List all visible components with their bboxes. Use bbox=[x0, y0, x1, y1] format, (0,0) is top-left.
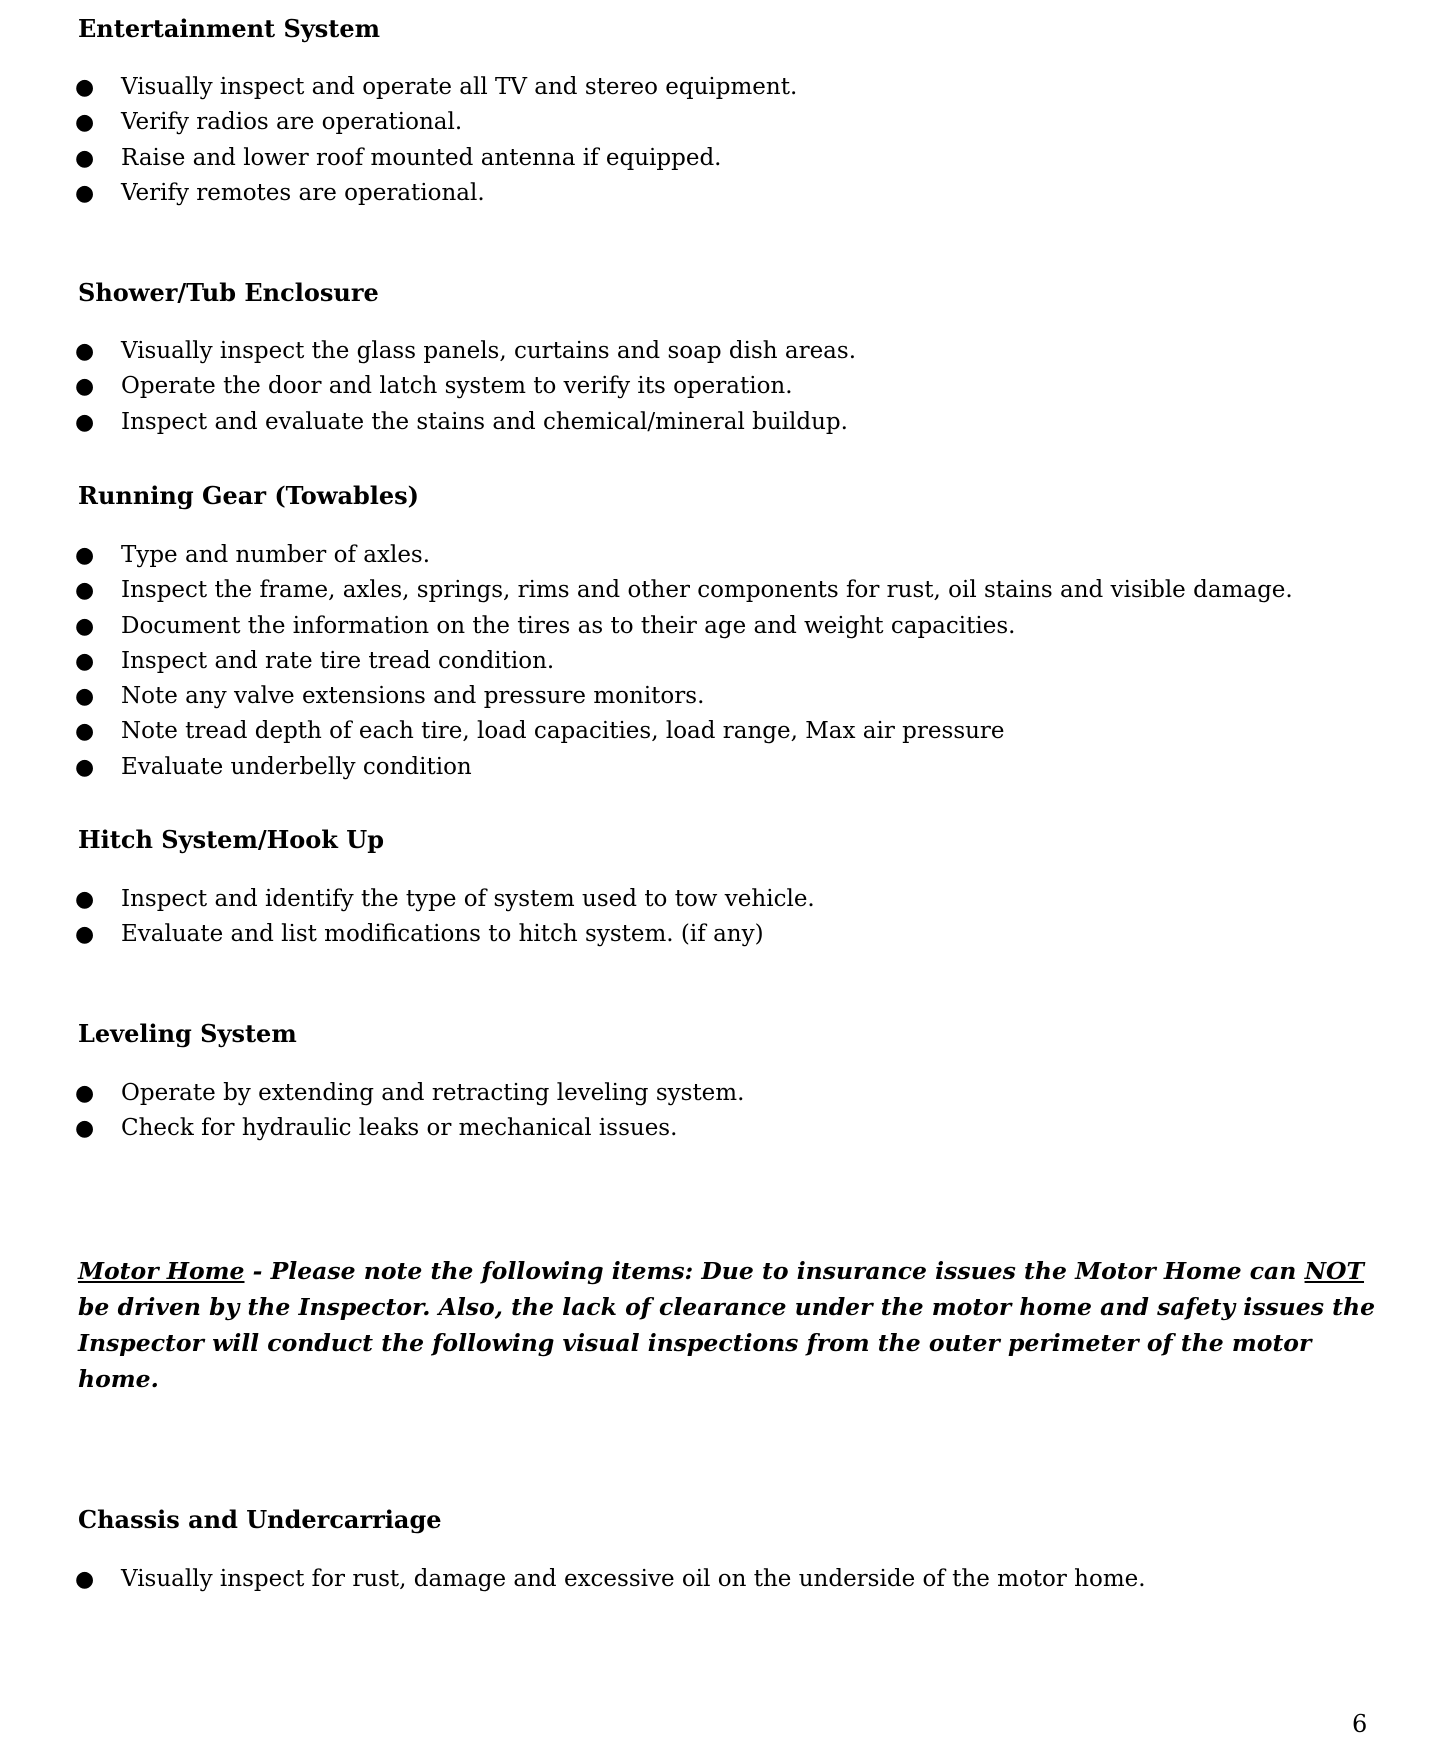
list-item-text: Inspect and evaluate the stains and chemical/mineral buildup. bbox=[121, 408, 848, 435]
list-item-text: Operate by extending and retracting leveling system. bbox=[121, 1080, 745, 1106]
bullet-icon: ● bbox=[75, 409, 95, 435]
list-item-text: Note any valve extensions and pressure monitors. bbox=[121, 683, 705, 710]
list-item-text: Inspect and identify the type of system used to tow vehicle. bbox=[121, 886, 815, 912]
list-item-text: Document the information on the tires as to their age and weight capacities. bbox=[121, 612, 1016, 639]
motor-home-not-emphasis: NOT bbox=[1304, 1257, 1365, 1285]
bullet-icon: ● bbox=[75, 374, 95, 400]
bullet-icon: ● bbox=[75, 578, 95, 604]
bullet-icon: ● bbox=[75, 754, 95, 780]
bullet-icon: ● bbox=[75, 180, 95, 206]
list-item-text: Verify remotes are operational. bbox=[121, 179, 485, 206]
bullet-icon: ● bbox=[75, 887, 95, 912]
list-item-text: Visually inspect for rust, damage and excessive oil on the underside of the motor home. bbox=[121, 1566, 1146, 1592]
list-item-text: Evaluate and list modifications to hitch system. (if any) bbox=[121, 921, 764, 948]
motor-home-label: Motor Home bbox=[78, 1257, 245, 1285]
section-heading-entertainment-system: Entertainment System bbox=[78, 14, 381, 43]
page-number: 6 bbox=[1352, 1710, 1368, 1738]
list-item-text: Inspect and rate tire tread condition. bbox=[121, 647, 555, 674]
bullet-icon: ● bbox=[75, 684, 95, 710]
motor-home-note-text: - Please note the following items: Due to insurance issues the Motor Home can bbox=[244, 1257, 1305, 1285]
section-heading-leveling-system: Leveling System bbox=[78, 1019, 297, 1048]
list-item-text: Visually inspect and operate all TV and stereo equipment. bbox=[121, 74, 798, 100]
bullet-icon: ● bbox=[75, 1081, 95, 1106]
bullet-icon: ● bbox=[75, 543, 95, 568]
list-item-text: Raise and lower roof mounted antenna if equipped. bbox=[121, 144, 722, 171]
bullet-icon: ● bbox=[75, 110, 95, 136]
bullet-icon: ● bbox=[75, 719, 95, 745]
list-item-text: Type and number of axles. bbox=[121, 542, 431, 568]
bullet-icon: ● bbox=[75, 1567, 95, 1592]
list-item-text: Evaluate underbelly condition bbox=[121, 753, 472, 780]
section-heading-chassis-undercarriage: Chassis and Undercarriage bbox=[78, 1505, 442, 1534]
motor-home-note bbox=[78, 1253, 1378, 1397]
bullet-icon: ● bbox=[75, 1116, 95, 1142]
list-item-text: Check for hydraulic leaks or mechanical issues. bbox=[121, 1115, 678, 1142]
list-item-text: Visually inspect the glass panels, curtains and soap dish areas. bbox=[121, 338, 857, 364]
bullet-icon: ● bbox=[75, 922, 95, 948]
bullet-icon: ● bbox=[75, 145, 95, 171]
list-item-text: Operate the door and latch system to verify its operation. bbox=[121, 373, 793, 400]
list-item-text: Note tread depth of each tire, load capacities, load range, Max air pressure bbox=[121, 718, 1005, 745]
bullet-icon: ● bbox=[75, 339, 95, 364]
bullet-icon: ● bbox=[75, 648, 95, 674]
bullet-icon: ● bbox=[75, 75, 95, 100]
section-heading-shower-tub-enclosure: Shower/Tub Enclosure bbox=[78, 278, 379, 307]
list-item-text: Verify radios are operational. bbox=[121, 109, 463, 136]
motor-home-note-text-continued: be driven by the Inspector. Also, the lack of clearance under the motor home and safety issues the Inspector will conduct the following visual inspections from the outer perimeter of the motor home. bbox=[78, 1293, 1376, 1393]
list-item-text: Inspect the frame, axles, springs, rims and other components for rust, oil stains and visible damage. bbox=[121, 577, 1293, 604]
bullet-icon: ● bbox=[75, 613, 95, 639]
section-heading-running-gear: Running Gear (Towables) bbox=[78, 481, 420, 510]
section-heading-hitch-system: Hitch System/Hook Up bbox=[78, 825, 384, 854]
